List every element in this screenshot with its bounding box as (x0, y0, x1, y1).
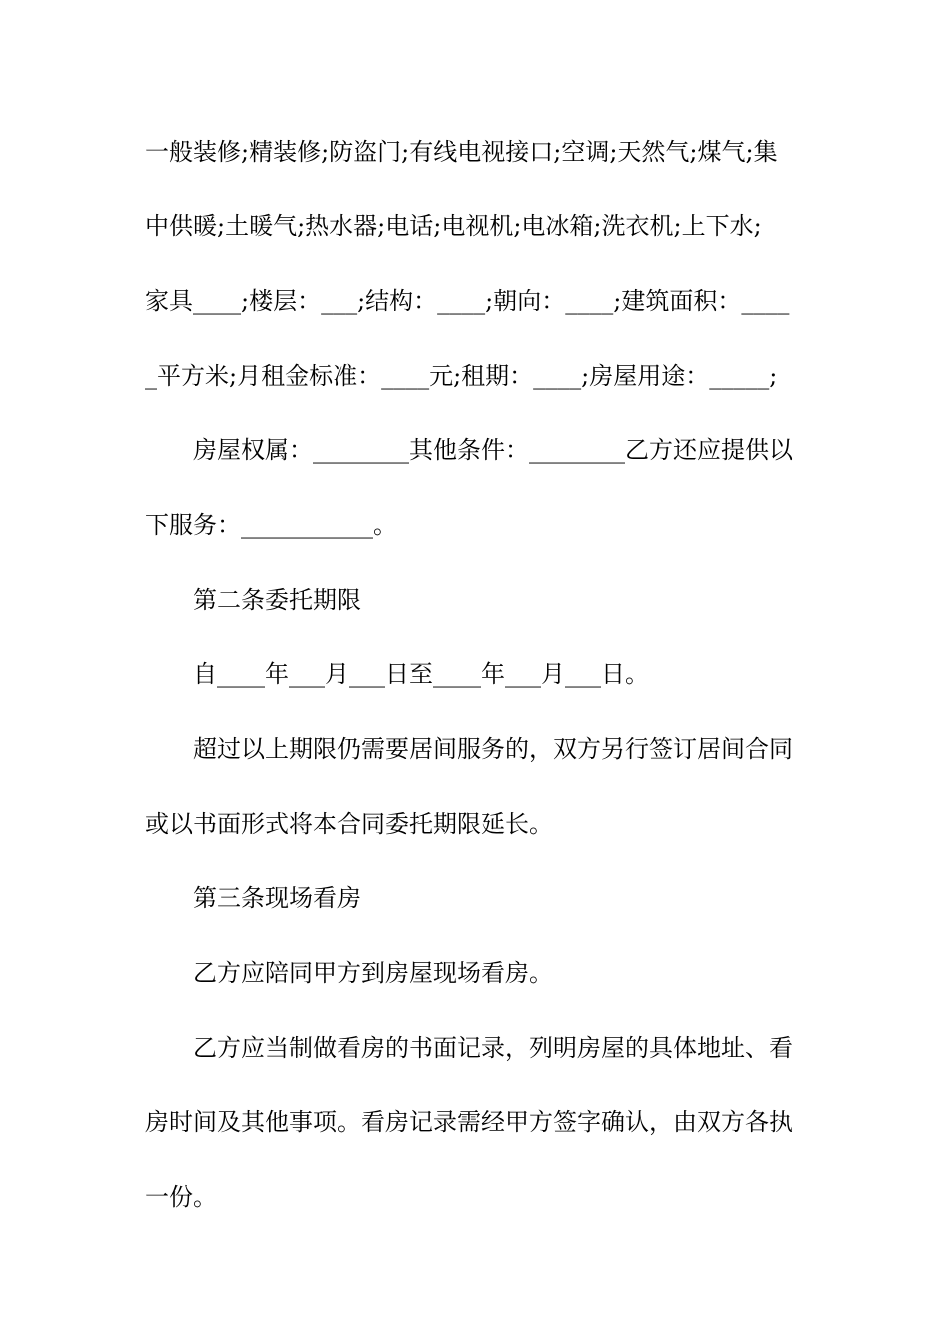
text-line-9: 超过以上期限仍需要居间服务的，双方另行签订居间合同 (193, 735, 793, 763)
text-line-13: 乙方应当制做看房的书面记录，列明房屋的具体地址、看 (193, 1034, 793, 1062)
text-line-2: 中供暖;土暖气;热水器;电话;电视机;电冰箱;洗衣机;上下水; (145, 212, 762, 240)
section-heading-2: 第二条委托期限 (193, 586, 361, 614)
text-line-15: 一份。 (145, 1183, 217, 1211)
text-line-8: 自____年___月___日至____年___月___日。 (193, 660, 649, 688)
text-line-4: _平方米;月租金标准：____元;租期：____;房屋用途：_____; (145, 362, 778, 390)
text-line-1: 一般装修;精装修;防盗门;有线电视接口;空调;天然气;煤气;集 (145, 138, 778, 166)
text-line-6: 下服务：___________。 (145, 511, 397, 539)
text-line-5: 房屋权属：________其他条件：________乙方还应提供以 (193, 436, 793, 464)
section-heading-3: 第三条现场看房 (193, 884, 361, 912)
text-line-12: 乙方应陪同甲方到房屋现场看房。 (193, 959, 553, 987)
text-line-14: 房时间及其他事项。看房记录需经甲方签字确认，由双方各执 (145, 1108, 793, 1136)
text-line-10: 或以书面形式将本合同委托期限延长。 (145, 810, 553, 838)
text-line-3: 家具____;楼层：___;结构：____;朝向：____;建筑面积：____ (145, 287, 790, 315)
